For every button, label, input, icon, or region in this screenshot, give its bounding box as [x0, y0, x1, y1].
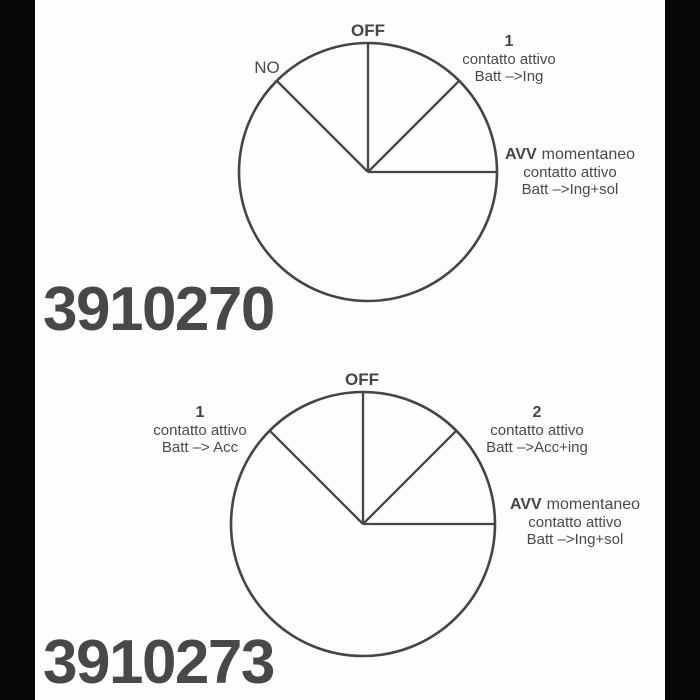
pos2-contact-text: contatto attivo [490, 421, 584, 439]
avv-circuit-text: Batt –>Ing+sol [521, 181, 619, 198]
pos1-circuit-text: Batt –>Ing [474, 68, 544, 85]
avv-circuit-text: Batt –>Ing+sol [526, 531, 624, 548]
avv-label-block [505, 146, 635, 199]
pos1-contact-text: contatto attivo [153, 421, 247, 439]
dial-line-pos1 [270, 431, 363, 524]
avv-mode-text: momentaneo [546, 496, 641, 513]
pos1-contact-text: contatto attivo [462, 50, 556, 68]
avv-mode-text: momentaneo [541, 146, 636, 163]
part-number-3910273: 3910273 [43, 628, 274, 697]
avv-label-block [510, 496, 640, 549]
dial-3910273 [231, 392, 495, 656]
dial-line-pos2 [363, 431, 456, 524]
part-number-3910270: 3910270 [43, 275, 274, 344]
off-label: OFF [345, 370, 379, 389]
pos1-number: 1 [504, 33, 514, 50]
off-label: OFF [351, 21, 385, 40]
pos1-circuit-text: Batt –> Acc [161, 439, 239, 456]
pos2-label-block [486, 404, 588, 457]
dial-line-pos1 [368, 81, 459, 172]
dial-3910270 [239, 43, 497, 301]
pos1-number: 1 [195, 404, 205, 421]
avv-contact-text: contatto attivo [523, 163, 617, 181]
no-label: NO [254, 58, 280, 77]
pos2-number: 2 [532, 404, 542, 421]
avv-label: AVV [509, 496, 542, 513]
pos2-circuit-text: Batt –>Acc+ing [486, 439, 588, 456]
avv-contact-text: contatto attivo [528, 513, 622, 531]
avv-label: AVV [504, 146, 537, 163]
dial-line-no [277, 81, 368, 172]
pos1-label-block [462, 33, 555, 86]
pos1-label-block [153, 404, 246, 457]
